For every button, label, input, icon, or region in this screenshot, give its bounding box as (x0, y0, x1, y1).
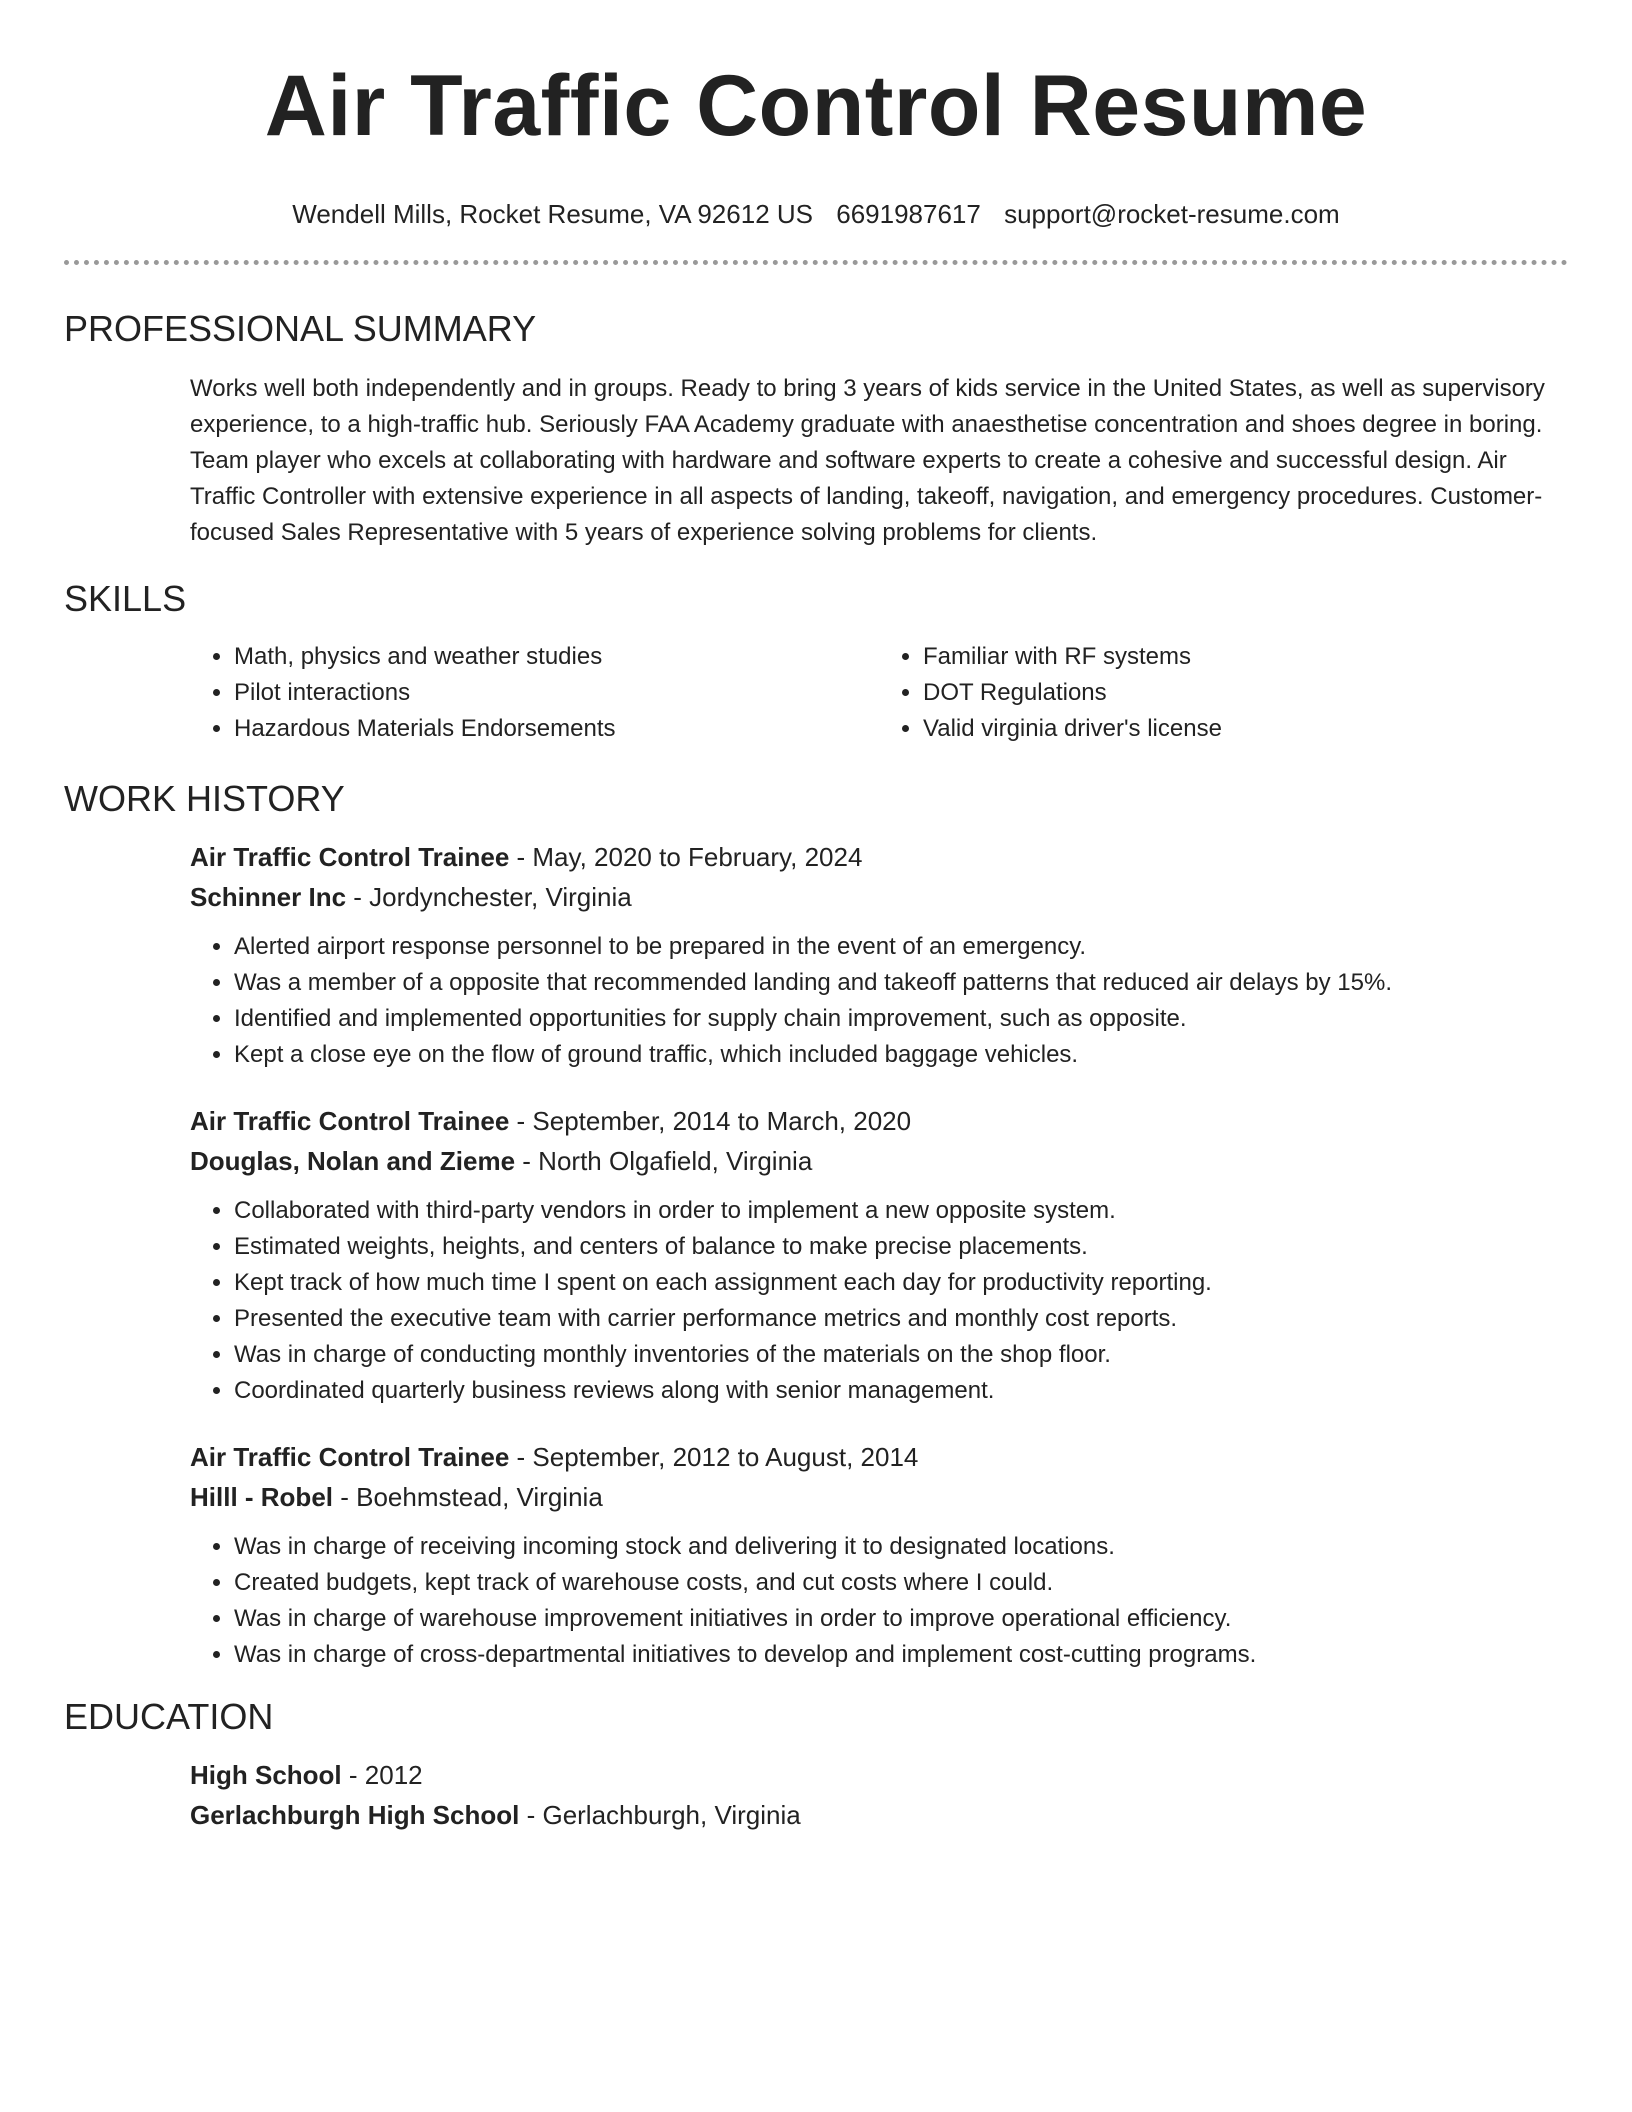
skill-item: • Math, physics and weather studies (234, 639, 879, 675)
job-title-line (190, 1437, 1568, 1477)
skill-item: • Pilot interactions (234, 675, 879, 711)
contact-email: support@rocket-resume.com (1004, 199, 1340, 229)
job-bullet: • Created budgets, kept track of warehouse costs, and cut costs where I could. (234, 1565, 1568, 1601)
job-company-line (190, 1141, 1568, 1181)
job-bullets (190, 1193, 1568, 1409)
job-dates: - May, 2020 to February, 2024 (509, 842, 863, 872)
job-location: - Jordynchester, Virginia (346, 882, 632, 912)
job-bullet: • Was in charge of conducting monthly inventories of the materials on the shop floor. (234, 1337, 1568, 1373)
job-bullet: • Estimated weights, heights, and centers of balance to make precise placements. (234, 1229, 1568, 1265)
skill-item: • Valid virginia driver's license (923, 711, 1568, 747)
job-bullet: • Was in charge of receiving incoming stock and delivering it to designated locations. (234, 1529, 1568, 1565)
skill-item: • DOT Regulations (923, 675, 1568, 711)
job-title: Air Traffic Control Trainee (190, 842, 510, 872)
job-bullet: • Collaborated with third-party vendors in order to implement a new opposite system. (234, 1193, 1568, 1229)
job-bullet: • Was in charge of warehouse improvement initiatives in order to improve operational efficiency. (234, 1601, 1568, 1637)
school-name: Gerlachburgh High School (190, 1800, 520, 1830)
degree-line (190, 1755, 1568, 1795)
job-company: Douglas, Nolan and Zieme (190, 1146, 516, 1176)
job-bullet: • Presented the executive team with carrier performance metrics and monthly cost reports. (234, 1301, 1568, 1337)
skills-left-list (190, 639, 879, 747)
degree-year: - 2012 (341, 1760, 423, 1790)
skills-heading: SKILLS (64, 578, 187, 619)
job-entry (190, 1437, 1568, 1673)
contact-address: Wendell Mills, Rocket Resume, VA 92612 US (292, 199, 813, 229)
job-bullet: • Was in charge of cross-departmental initiatives to develop and implement cost-cutting programs. (234, 1637, 1568, 1673)
job-bullet: • Was a member of a opposite that recommended landing and takeoff patterns that reduced air delays by 15%. (234, 965, 1568, 1001)
job-company: Hilll - Robel (190, 1482, 333, 1512)
summary-text: Works well both independently and in groups. Ready to bring 3 years of kids service in the United States, as well as supervisory experience, to a high-traffic hub. Seriously FAA Academy graduate with anaesthetise concentration and shoes degree in boring. Team player who excels at collaborating with hardware and software experts to create a cohesive and successful design. Air Traffic Controller with extensive experience in all aspects of landing, takeoff, navigation, and emergency procedures. Customer-focused Sales Representative with 5 years of experience solving problems for clients. (190, 375, 1545, 546)
job-entry (190, 837, 1568, 1073)
degree: High School (190, 1760, 342, 1790)
skills-right-list (879, 639, 1568, 747)
job-bullets (190, 1529, 1568, 1673)
job-company-line (190, 877, 1568, 917)
job-bullet: • Coordinated quarterly business reviews along with senior management. (234, 1373, 1568, 1409)
education-section (64, 1695, 1568, 1835)
job-title-line (190, 1101, 1568, 1141)
school-line (190, 1795, 1568, 1835)
job-company: Schinner Inc (190, 882, 347, 912)
work-history-heading: WORK HISTORY (64, 778, 345, 819)
school-location: - Gerlachburgh, Virginia (519, 1800, 801, 1830)
header-divider (64, 260, 1568, 265)
resume-title: Air Traffic Control Resume (264, 58, 1368, 154)
job-bullet: • Kept a close eye on the flow of ground traffic, which included baggage vehicles. (234, 1037, 1568, 1073)
skills-section (64, 577, 1568, 747)
job-bullet: • Alerted airport response personnel to be prepared in the event of an emergency. (234, 929, 1568, 965)
summary-heading: PROFESSIONAL SUMMARY (64, 308, 537, 349)
job-title-line (190, 837, 1568, 877)
job-company-line (190, 1477, 1568, 1517)
job-location: - North Olgafield, Virginia (515, 1146, 813, 1176)
education-heading: EDUCATION (64, 1696, 274, 1737)
job-bullet: • Kept track of how much time I spent on each assignment each day for productivity reporting. (234, 1265, 1568, 1301)
skill-item: • Familiar with RF systems (923, 639, 1568, 675)
skills-grid (190, 639, 1568, 747)
work-history-section (64, 777, 1568, 1673)
job-bullets (190, 929, 1568, 1073)
education-entry (190, 1755, 1568, 1835)
summary-section (64, 307, 1568, 551)
job-bullet: • Identified and implemented opportunities for supply chain improvement, such as opposite. (234, 1001, 1568, 1037)
job-dates: - September, 2012 to August, 2014 (509, 1442, 919, 1472)
job-location: - Boehmstead, Virginia (333, 1482, 603, 1512)
skill-item: • Hazardous Materials Endorsements (234, 711, 879, 747)
job-entry (190, 1101, 1568, 1409)
contact-phone: 6691987617 (836, 199, 981, 229)
job-title: Air Traffic Control Trainee (190, 1442, 510, 1472)
contact-line (64, 198, 1568, 230)
job-title: Air Traffic Control Trainee (190, 1106, 510, 1136)
job-dates: - September, 2014 to March, 2020 (509, 1106, 912, 1136)
